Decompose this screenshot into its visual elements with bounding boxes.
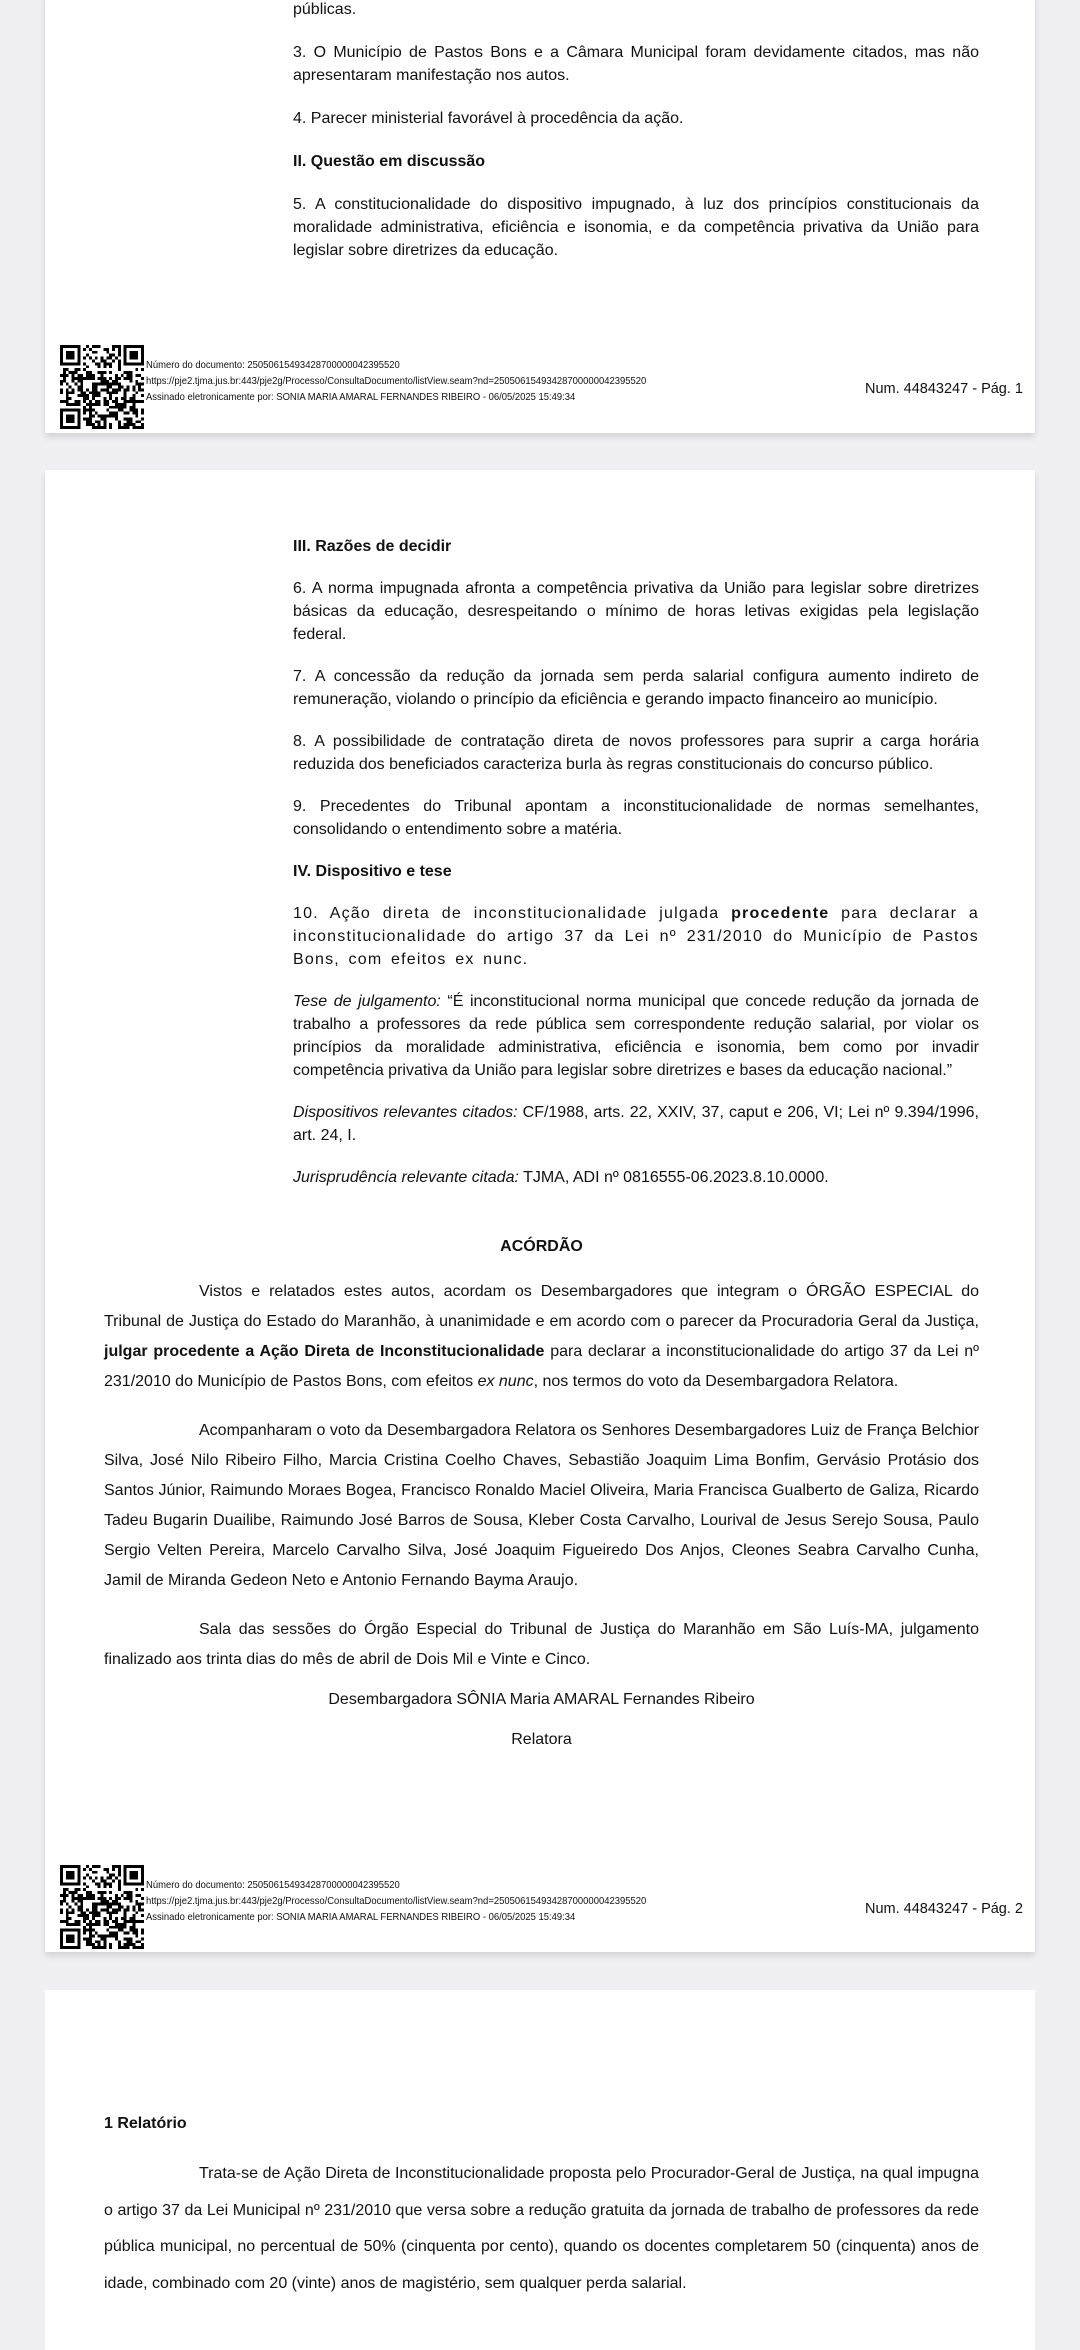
document-page-1 [45,0,1035,433]
acompanharam-paragraph: Acompanharam o voto da Desembargadora Relatora os Senhores Desembargadores Luiz de França Belchior Silva, José Nilo Ribeiro Filho, Marcia Cristina Coelho Chaves, Sebastião Joaquim Lima Bonfim, Gervásio Protásio dos Santos Júnior, Raimundo Moraes Bogea, Francisco Ronaldo Maciel Oliveira, Maria Francisca Gualberto de Galiza, Ricardo Tadeu Bugarin Duailibe, Raimundo José Barros de Sousa, Kleber Costa Carvalho, Lourival de Jesus Serejo Sousa, Paulo Sergio Velten Pereira, Marcelo Carvalho Silva, José Joaquim Figueiredo Dos Anjos, Cleones Seabra Carvalho Cunha, Jamil de Miranda Gedeon Neto e Antonio Fernando Bayma Araujo. [104,1422,979,1589]
paragraph-10-text: 10. Ação direta de inconstitucionalidade julgada [293,905,732,922]
acordao-text-2: para declarar a inconstitucionalidade do artigo 37 da Lei nº 231/2010 do Município de Pastos Bons, com efeitos [104,1343,979,1390]
qr-finder-pattern [66,415,75,424]
paragraph-6: 6. A norma impugnada afronta a competência privativa da União para legislar sobre diretrizes básicas da educação, desrespeitando o mínimo de horas letivas exigidas pela legislação federal. [293,580,979,643]
signature-block [146,357,646,405]
relatorio-paragraph: Trata-se de Ação Direta de Inconstitucionalidade proposta pelo Procurador-Geral de Justiça, na qual impugna o artigo 37 da Lei Municipal nº 231/2010 que versa sobre a redução gratuita da jornada de trabalho de professores da rede pública municipal, no percentual de 50% (cinquenta por cento), quando os docentes completarem 50 (cinquenta) anos de idade, combinado com 20 (vinte) anos de magistério, sem qualquer perda salarial. [104,2165,979,2292]
page-footer [60,345,1023,431]
signature-line: Assinado eletronicamente por: SONIA MARIA AMARAL FERNANDES RIBEIRO - 06/05/2025 15:49:34 [146,391,576,403]
relatorio-section [104,2156,979,2302]
paragraph-tail: públicas. [293,1,357,18]
page-number: Num. 44843247 - Pág. 2 [865,1901,1023,1917]
document-page-2 [45,470,1035,1952]
document-url[interactable]: https://pje2.tjma.jus.br:443/pje2g/Processo/ConsultaDocumento/listView.seam?nd=25050615493428700000042395520 [146,1895,647,1907]
acordao-bold: julgar procedente a Ação Direta de Inconstitucionalidade [104,1343,545,1360]
tese-text: “É inconstitucional norma municipal que concede redução da jornada de trabalho a professores da rede pública sem correspondente redução salarial, por violar os princípios da moralidade administrativa, eficiência e isonomia, bem como por invadir competência privativa da União para legislar sobre diretrizes e bases da educação nacional.” [293,993,979,1079]
page-2-body [293,535,979,1189]
section-heading-3: III. Razões de decidir [293,538,452,555]
paragraph-4: 4. Parecer ministerial favorável à procedência da ação. [293,110,684,127]
paragraph-10-text-end: para declarar a inconstitucionalidade do artigo 37 da Lei nº 231/2010 do Município de Pastos Bons, com efeitos ex nunc. [293,905,979,968]
page-footer [60,1865,1023,1951]
qr-code-icon[interactable] [60,1865,144,1949]
section-heading-2: II. Questão em discussão [293,153,486,170]
document-number: Número do documento: 25050615493428700000042395520 [146,1879,400,1891]
acordao-title: ACÓRDÃO [500,1238,583,1255]
page-1-body [293,0,979,262]
page-number: Num. 44843247 - Pág. 1 [865,381,1023,397]
signature-block [146,1877,646,1925]
document-url[interactable]: https://pje2.tjma.jus.br:443/pje2g/Processo/ConsultaDocumento/listView.seam?nd=25050615493428700000042395520 [146,375,647,387]
jurisprudencia-paragraph [293,1166,979,1189]
document-page-3 [45,1990,1035,2350]
acordao-text-1: Vistos e relatados estes autos, acordam os Desembargadores que integram o ÓRGÃO ESPECIAL do Tribunal de Justiça do Estado do Maranhão, à unanimidade e em acordo com o parecer da Procuradoria Geral da Justiça, [104,1283,979,1330]
qr-finder-pattern [130,1871,139,1880]
acordao-section [104,1232,979,1755]
qr-finder-pattern [130,351,139,360]
tese-paragraph [293,990,979,1082]
acordao-italic: ex nunc [477,1373,534,1390]
paragraph-8: 8. A possibilidade de contratação direta de novos professores para suprir a carga horária reduzida dos beneficiados caracteriza burla às regras constitucionais do concurso público. [293,733,979,773]
sala-paragraph: Sala das sessões do Órgão Especial do Tribunal de Justiça do Maranhão em São Luís-MA, julgamento finalizado aos trinta dias do mês de abril de Dois Mil e Vinte e Cinco. [104,1621,979,1668]
paragraph-7: 7. A concessão da redução da jornada sem perda salarial configura aumento indireto de remuneração, violando o princípio da eficiência e gerando impacto financeiro ao município. [293,668,979,708]
qr-finder-pattern [66,1871,75,1880]
jurisprudencia-text: TJMA, ADI nº 0816555-06.2023.8.10.0000. [518,1169,829,1186]
dispositivos-label: Dispositivos relevantes citados: [293,1104,518,1121]
jurisprudencia-label: Jurisprudência relevante citada: [293,1169,519,1186]
paragraph-5: 5. A constitucionalidade do dispositivo impugnado, à luz dos princípios constitucionais da moralidade administrativa, eficiência e isonomia, e da competência privativa da União para legislar sobre diretrizes da educação. [293,196,979,259]
qr-finder-pattern [66,1935,75,1944]
acordao-text-3: , nos termos do voto da Desembargadora Relatora. [533,1373,899,1390]
paragraph-3: 3. O Município de Pastos Bons e a Câmara Municipal foram devidamente citados, mas não apresentaram manifestação nos autos. [293,44,979,84]
paragraph-10-bold: procedente [731,905,830,922]
section-heading-4: IV. Dispositivo e tese [293,863,452,880]
paragraph-10 [293,902,979,971]
acordao-paragraph [104,1277,979,1397]
page-3-body [104,2114,979,2134]
qr-finder-pattern [66,351,75,360]
document-number: Número do documento: 25050615493428700000042395520 [146,359,400,371]
paragraph-9: 9. Precedentes do Tribunal apontam a inconstitucionalidade de normas semelhantes, consolidando o entendimento sobre a matéria. [293,798,979,838]
qr-code-icon[interactable] [60,345,144,429]
section-heading-relatorio: 1 Relatório [104,2115,187,2132]
signer-name: Desembargadora SÔNIA Maria AMARAL Fernandes Ribeiro [328,1691,755,1708]
signature-line: Assinado eletronicamente por: SONIA MARIA AMARAL FERNANDES RIBEIRO - 06/05/2025 15:49:34 [146,1911,576,1923]
dispositivos-paragraph [293,1101,979,1147]
dispositivos-text: CF/1988, arts. 22, XXIV, 37, caput e 206, VI; Lei nº 9.394/1996, art. 24, I. [293,1104,979,1144]
signer-role: Relatora [511,1731,572,1748]
tese-label: Tese de julgamento: [293,993,441,1010]
